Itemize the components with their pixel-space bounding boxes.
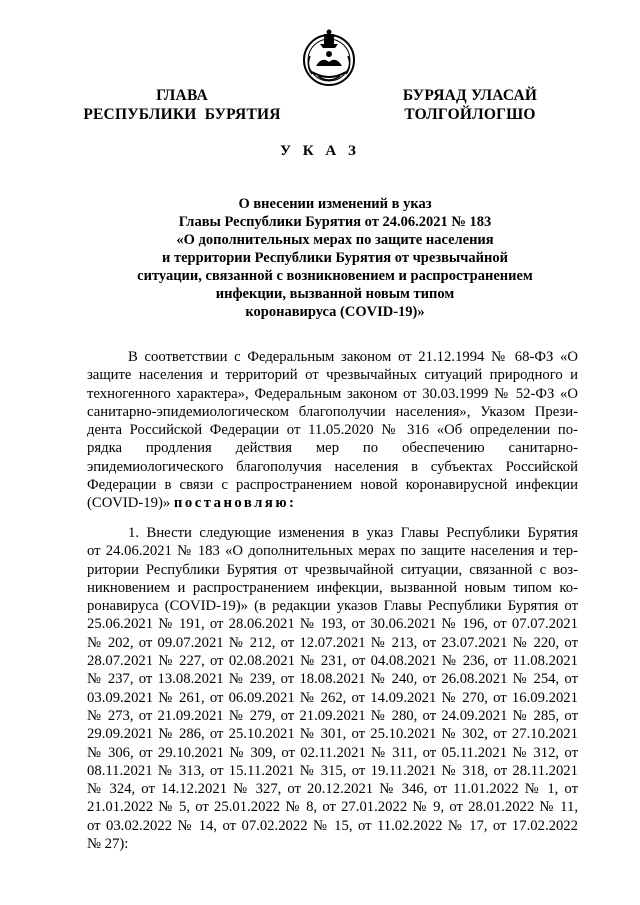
coat-of-arms-emblem bbox=[300, 26, 358, 90]
text-line: эпидемиологического благополучия населения в субъектах Российской bbox=[87, 458, 578, 475]
text-fragment: (COVID-19)» bbox=[87, 495, 174, 512]
text-line: 25.06.2021 № 191, от 28.06.2021 № 193, от 30.06.2021 № 196, от 07.07.2021 bbox=[87, 616, 578, 633]
text-line: от 03.02.2022 № 14, от 07.02.2022 № 15, от 11.02.2022 № 17, от 17.02.2022 bbox=[87, 817, 578, 834]
text-line: 1. Внести следующие изменения в указ Главы Республики Бурятия bbox=[128, 525, 578, 541]
text-line: рядка продления действия мер по обеспечению санитарно- bbox=[87, 440, 578, 457]
text-line: № 202, от 09.07.2021 № 212, от 12.07.2021 № 213, от 23.07.2021 № 220, от bbox=[87, 634, 578, 651]
text-line: от 24.06.2021 № 183 «О дополнительных мерах по защите населения и тер- bbox=[87, 543, 578, 560]
text-line: ронавируса (COVID-19)» (в редакции указов Главы Республики Бурятия от bbox=[87, 598, 578, 615]
issuer-line: ТОЛГОЙЛОГШО bbox=[404, 106, 536, 123]
text-line: 08.11.2021 № 313, от 15.11.2021 № 315, от 19.11.2021 № 318, от 28.11.2021 bbox=[87, 762, 578, 779]
text-line: 03.09.2021 № 261, от 06.09.2021 № 262, от 14.09.2021 № 270, от 16.09.2021 bbox=[87, 689, 578, 706]
title-line: инфекции, вызванной новым типом bbox=[215, 286, 455, 302]
text-line: № 237, от 13.08.2021 № 239, от 18.08.2021 № 240, от 26.08.2021 № 254, от bbox=[87, 671, 578, 688]
text-line: техногенного характера», Федеральным законом от 30.03.1999 № 52-ФЗ «О bbox=[87, 385, 578, 402]
title-line: коронавируса (COVID-19)» bbox=[245, 304, 425, 320]
title-line: О внесении изменений в указ bbox=[238, 196, 432, 212]
title-line: ситуации, связанной с возникновением и распространением bbox=[137, 268, 533, 284]
text-line: санитарно-эпидемиологическом благополучии населения», Указом Прези- bbox=[87, 403, 578, 420]
issuer-header-buryat bbox=[384, 86, 556, 124]
issuer-line: БУРЯАД УЛАСАЙ bbox=[402, 87, 538, 104]
text-line: № 273, от 21.09.2021 № 279, от 21.09.2021 № 280, от 24.09.2021 № 285, от bbox=[87, 707, 578, 724]
text-line: 21.01.2022 № 5, от 25.01.2022 № 8, от 27.01.2022 № 9, от 28.01.2022 № 11, bbox=[87, 799, 578, 816]
text-line: 28.07.2021 № 227, от 02.08.2021 № 231, от 04.08.2021 № 236, от 11.08.2021 bbox=[87, 653, 578, 670]
text-line: никновением и распространением инфекции, вызванной новым типом ко- bbox=[87, 579, 578, 596]
text-line: защите населения и территорий от чрезвычайных ситуаций природного и bbox=[87, 367, 578, 384]
item-1-paragraph bbox=[87, 524, 578, 853]
preamble-paragraph bbox=[87, 348, 578, 513]
decree-word: постановляю: bbox=[173, 495, 297, 512]
text-line bbox=[87, 494, 578, 512]
text-line: В соответствии с Федеральным законом от 21.12.1994 № 68-ФЗ «О bbox=[128, 349, 578, 365]
issuer-line: ГЛАВА bbox=[156, 87, 208, 104]
text-line: № 324, от 14.12.2021 № 327, от 20.12.2021 № 346, от 11.01.2022 № 1, от bbox=[87, 781, 578, 798]
text-line: ритории Республики Бурятия от чрезвычайной ситуации, связанной с воз- bbox=[87, 561, 578, 578]
text-line: № 27): bbox=[87, 836, 129, 853]
document-type: У К А З bbox=[280, 143, 360, 159]
text-line: № 306, от 29.10.2021 № 309, от 02.11.2021 № 311, от 05.11.2021 № 312, от bbox=[87, 744, 578, 761]
title-line: Главы Республики Бурятия от 24.06.2021 № 183 bbox=[178, 214, 492, 230]
issuer-line: РЕСПУБЛИКИ БУРЯТИЯ bbox=[83, 106, 281, 123]
text-line: 29.09.2021 № 286, от 25.10.2021 № 301, от 25.10.2021 № 302, от 27.10.2021 bbox=[87, 726, 578, 743]
title-line: и территории Республики Бурятия от чрезвычайной bbox=[162, 250, 508, 266]
title-line: «О дополнительных мерах по защите населения bbox=[176, 232, 494, 248]
text-line: Федерации в связи с распространением новой коронавирусной инфекции bbox=[87, 477, 578, 494]
issuer-header-russian bbox=[82, 86, 282, 124]
document-title bbox=[100, 195, 570, 321]
text-line: дента Российской Федерации от 11.05.2020 № 316 «Об определении по- bbox=[87, 422, 578, 439]
